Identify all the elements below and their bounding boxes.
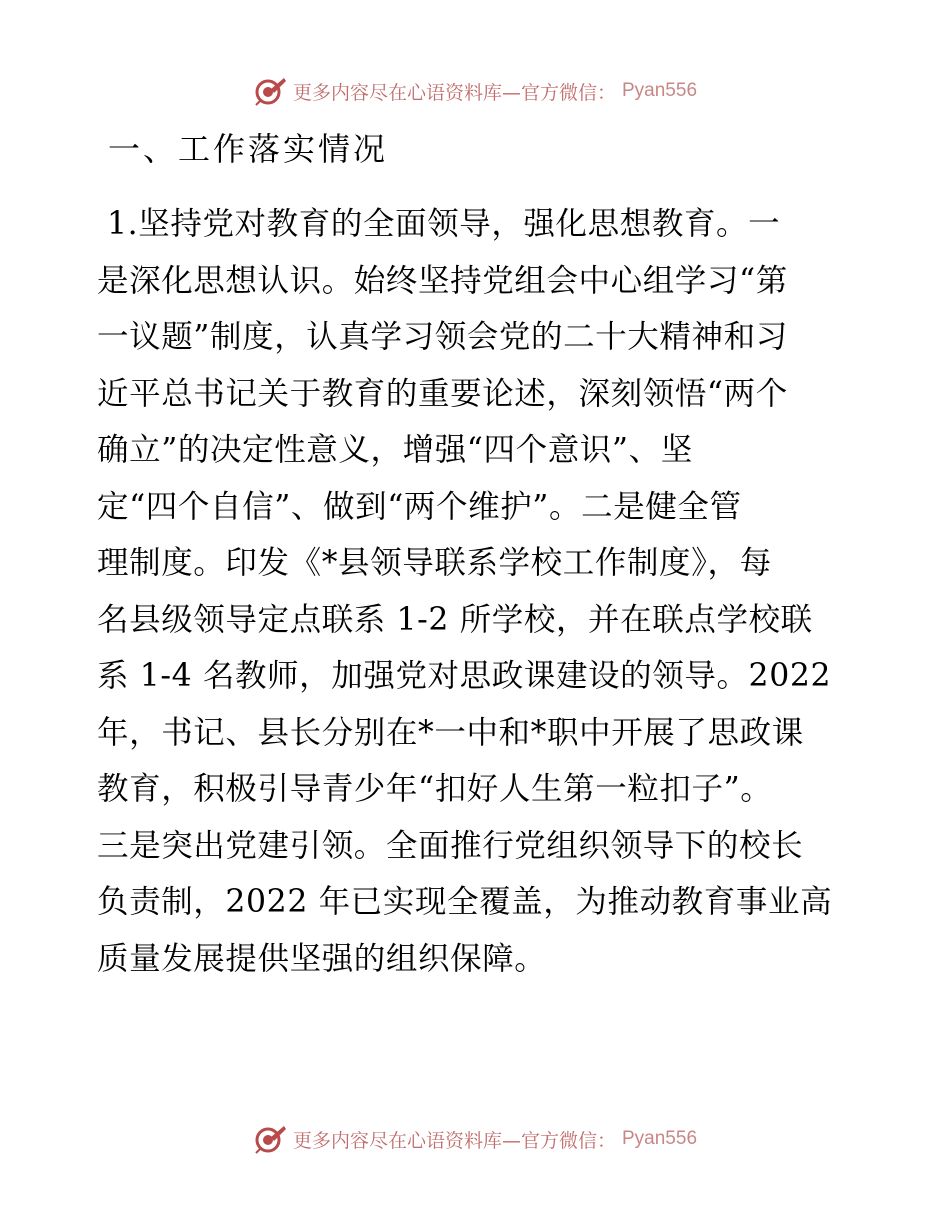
paragraph-line: 三是突出党建引领。全面推行党组织领导下的校长 (97, 827, 804, 864)
paragraph-line: 质量发展提供坚强的组织保障。 (97, 940, 547, 977)
pen-logo-icon (253, 1124, 287, 1154)
paragraph-line: 定“四个自信”、做到“两个维护”。二是健全管 (97, 488, 742, 525)
paragraph-line: 确立”的决定性意义，增强“四个意识”、坚 (97, 432, 693, 468)
paragraph-line: 年，书记、县长分别在*一中和*职中开展了思政课 (97, 714, 804, 751)
paragraph-line: 一议题”制度，认真学习领会党的二十大精神和习 (97, 319, 788, 355)
paragraph-line: 负责制，2022 年已实现全覆盖，为推动教育事业高 (97, 884, 833, 920)
watermark-text: 更多内容尽在心语资料库—官方微信： (292, 1129, 616, 1152)
header-watermark (0, 76, 950, 106)
paragraph-line: 理制度。印发《*县领导联系学校工作制度》，每 (97, 545, 772, 581)
paragraph-line: 系 1-4 名教师，加强党对思政课建设的领导。2022 (97, 658, 832, 694)
paragraph-line: 名县级领导定点联系 1-2 所学校，并在联点学校联 (97, 601, 813, 638)
body-paragraph (97, 196, 857, 987)
paragraph-line: 是深化思想认识。始终坚持党组会中心组学习“第 (97, 262, 788, 299)
watermark-text: 更多内容尽在心语资料库—官方微信： (292, 81, 616, 104)
paragraph-line: 1.坚持党对教育的全面领导，强化思想教育。一 (107, 206, 781, 242)
paragraph-line: 近平总书记关于教育的重要论述，深刻领悟“两个 (97, 375, 788, 412)
watermark-handle: Pyan556 (622, 1128, 698, 1149)
paragraph-line: 教育，积极引导青少年“扣好人生第一粒扣子”。 (97, 771, 773, 807)
pen-logo-icon (253, 76, 287, 106)
footer-watermark (0, 1124, 950, 1154)
watermark-handle: Pyan556 (622, 80, 698, 101)
section-heading: 一、工作落实情况 (108, 130, 389, 168)
